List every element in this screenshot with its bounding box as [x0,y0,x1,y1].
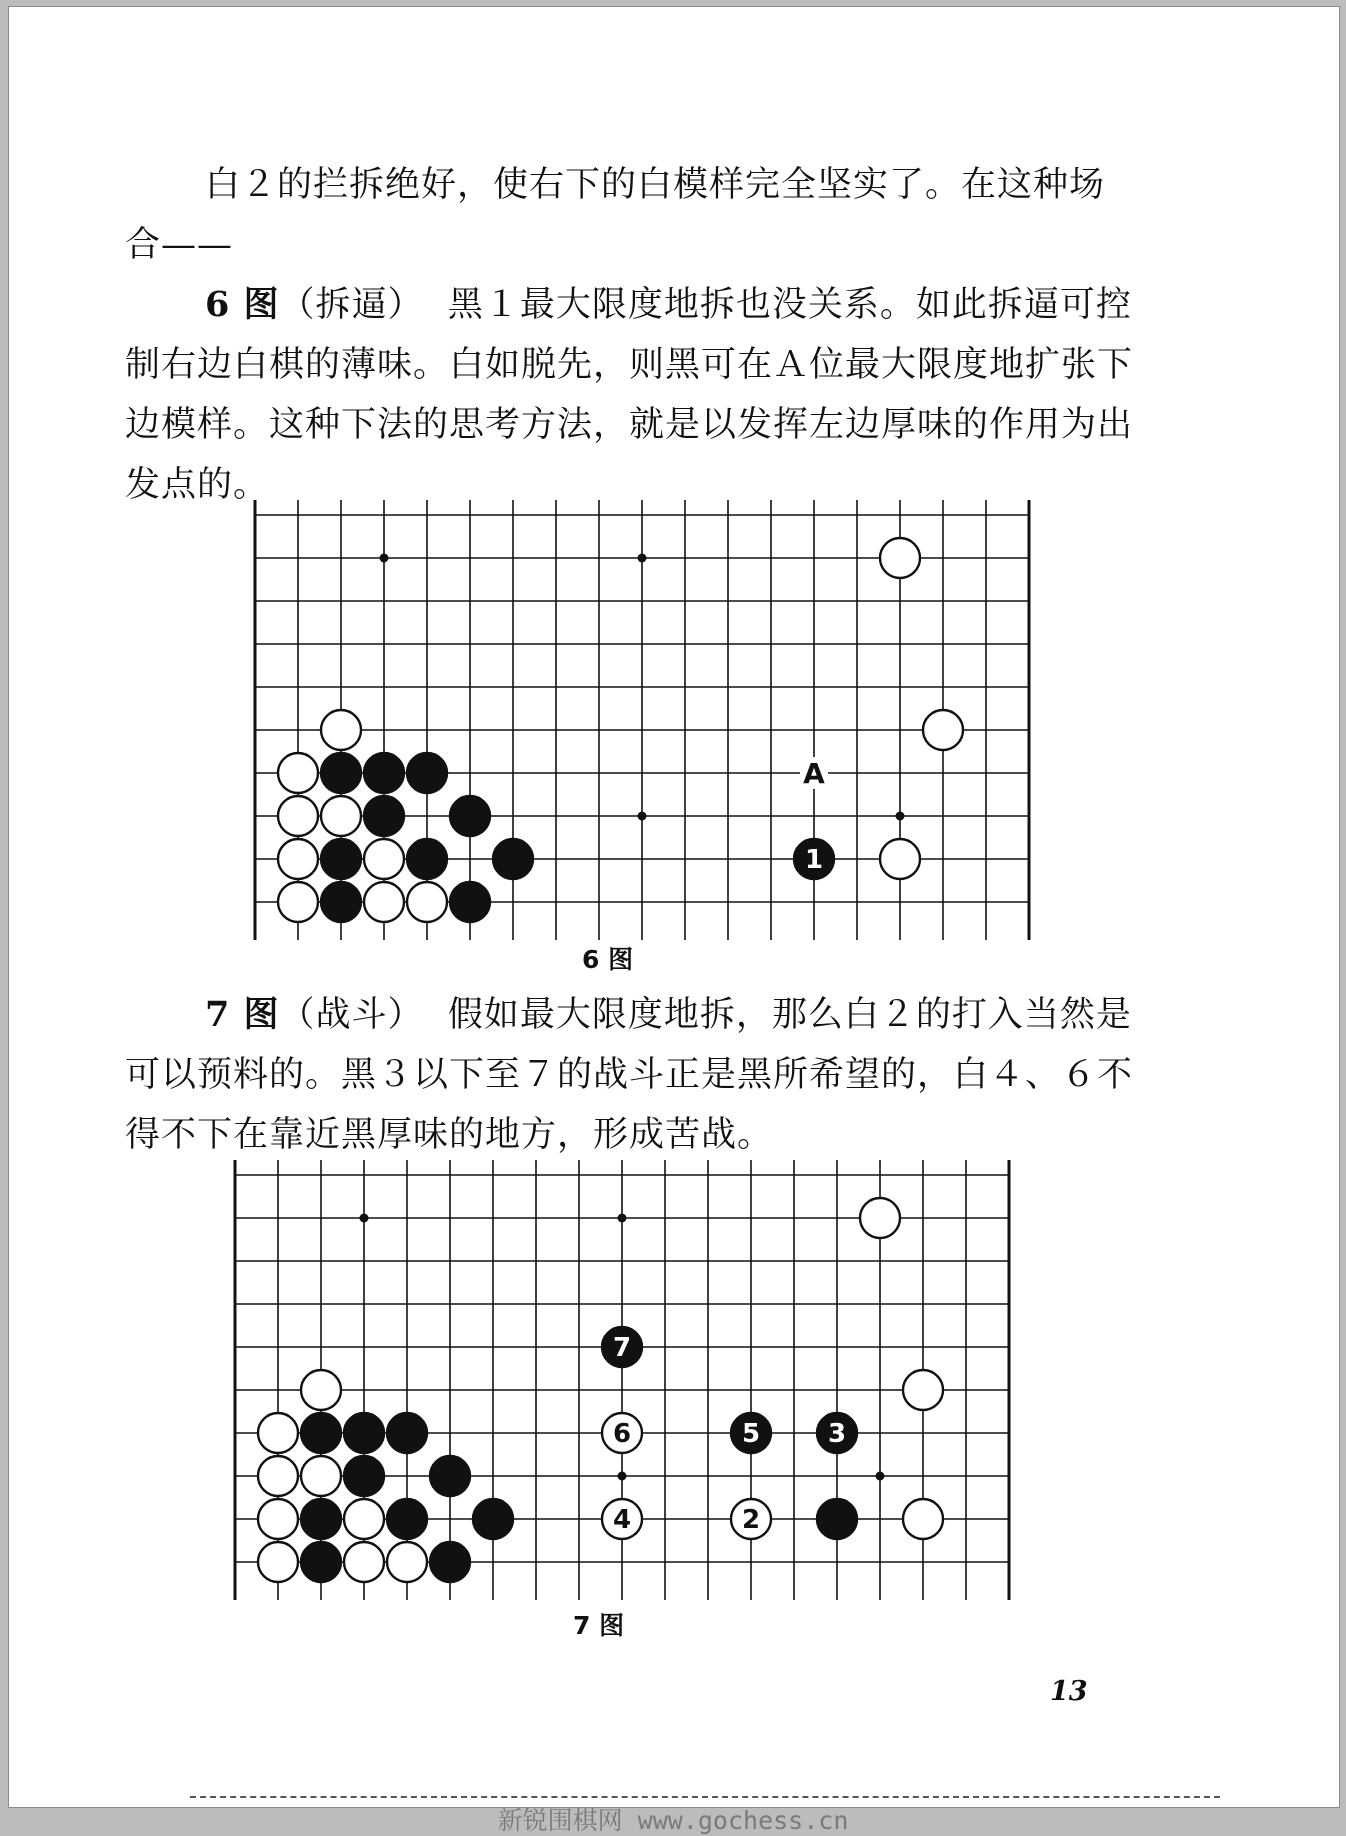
go-board-diagram-6 [240,500,1040,940]
stone-number: 3 [827,1419,847,1449]
scan-artifact-line [190,1796,1220,1798]
black-stone [407,753,447,793]
watermark-footer: 新锐围棋网 www.gochess.cn [497,1806,849,1835]
white-stone [278,753,318,793]
black-stone [301,1413,341,1453]
figure-7-label: 7 图 [205,994,280,1035]
stone-number: 1 [804,845,824,875]
page-number: 13 [1050,1676,1088,1707]
stone-number: 7 [612,1333,632,1363]
white-stone [344,1499,384,1539]
white-stone [258,1413,298,1453]
white-stone [387,1542,427,1582]
paragraph-2-text: 黑１最大限度地拆也没关系。如此拆逼可控制右边白棋的薄味。白如脱先，则黑可在Ａ位最大限度地扩张下边模样。这种下法的思考方法，就是以发挥左边厚味的作用为出发点的。 [125,285,1134,505]
figure-6-caption: 6 图 [582,945,634,974]
white-stone [321,710,361,750]
black-stone [321,882,361,922]
figure-7-title: （战斗） [279,995,424,1035]
white-stone [903,1370,943,1410]
black-stone [387,1499,427,1539]
black-stone [450,796,490,836]
stone-number: 4 [612,1505,632,1535]
white-stone [880,839,920,879]
white-stone [407,882,447,922]
paragraph-1 [125,155,1135,275]
black-stone [364,753,404,793]
white-stone [321,796,361,836]
white-stone [860,1198,900,1238]
black-stone [817,1499,857,1539]
black-stone [493,839,533,879]
white-stone [301,1370,341,1410]
white-stone [301,1456,341,1496]
figure-6-title: （拆逼） [279,285,424,325]
paragraph-2 [125,275,1135,515]
white-stone [344,1542,384,1582]
star-point [618,1472,627,1481]
white-stone [258,1542,298,1582]
black-stone [430,1542,470,1582]
black-stone [450,882,490,922]
figure-7-caption: 7 图 [573,1611,625,1640]
black-stone [321,753,361,793]
black-stone [364,796,404,836]
white-stone [258,1456,298,1496]
star-point [618,1214,627,1223]
white-stone [923,710,963,750]
stone-number: 5 [741,1419,761,1449]
paragraph-3-text: 假如最大限度地拆，那么白２的打入当然是可以预料的。黑３以下至７的战斗正是黑所希望的，白４、６不得不下在靠近黑厚味的地方，形成苦战。 [125,995,1134,1155]
marker-label: A [803,757,825,790]
white-stone [364,839,404,879]
figure-6-label: 6 图 [205,284,280,325]
white-stone [278,882,318,922]
black-stone [387,1413,427,1453]
go-board-diagram-7 [220,1160,1020,1600]
black-stone [473,1499,513,1539]
white-stone [278,796,318,836]
white-stone [258,1499,298,1539]
white-stone [880,538,920,578]
black-stone [430,1456,470,1496]
stone-number: 6 [612,1419,632,1449]
paragraph-1-text: 白２的拦拆绝好，使右下的白模样完全坚实了。在这种场合—— [125,165,1106,265]
star-point [638,812,647,821]
black-stone [301,1499,341,1539]
white-stone [903,1499,943,1539]
star-point [638,554,647,563]
star-point [896,812,905,821]
star-point [360,1214,369,1223]
star-point [380,554,389,563]
paragraph-3 [125,985,1135,1165]
star-point [876,1472,885,1481]
stone-number: 2 [741,1505,761,1535]
black-stone [344,1413,384,1453]
black-stone [344,1456,384,1496]
black-stone [321,839,361,879]
white-stone [364,882,404,922]
black-stone [407,839,447,879]
white-stone [278,839,318,879]
black-stone [301,1542,341,1582]
